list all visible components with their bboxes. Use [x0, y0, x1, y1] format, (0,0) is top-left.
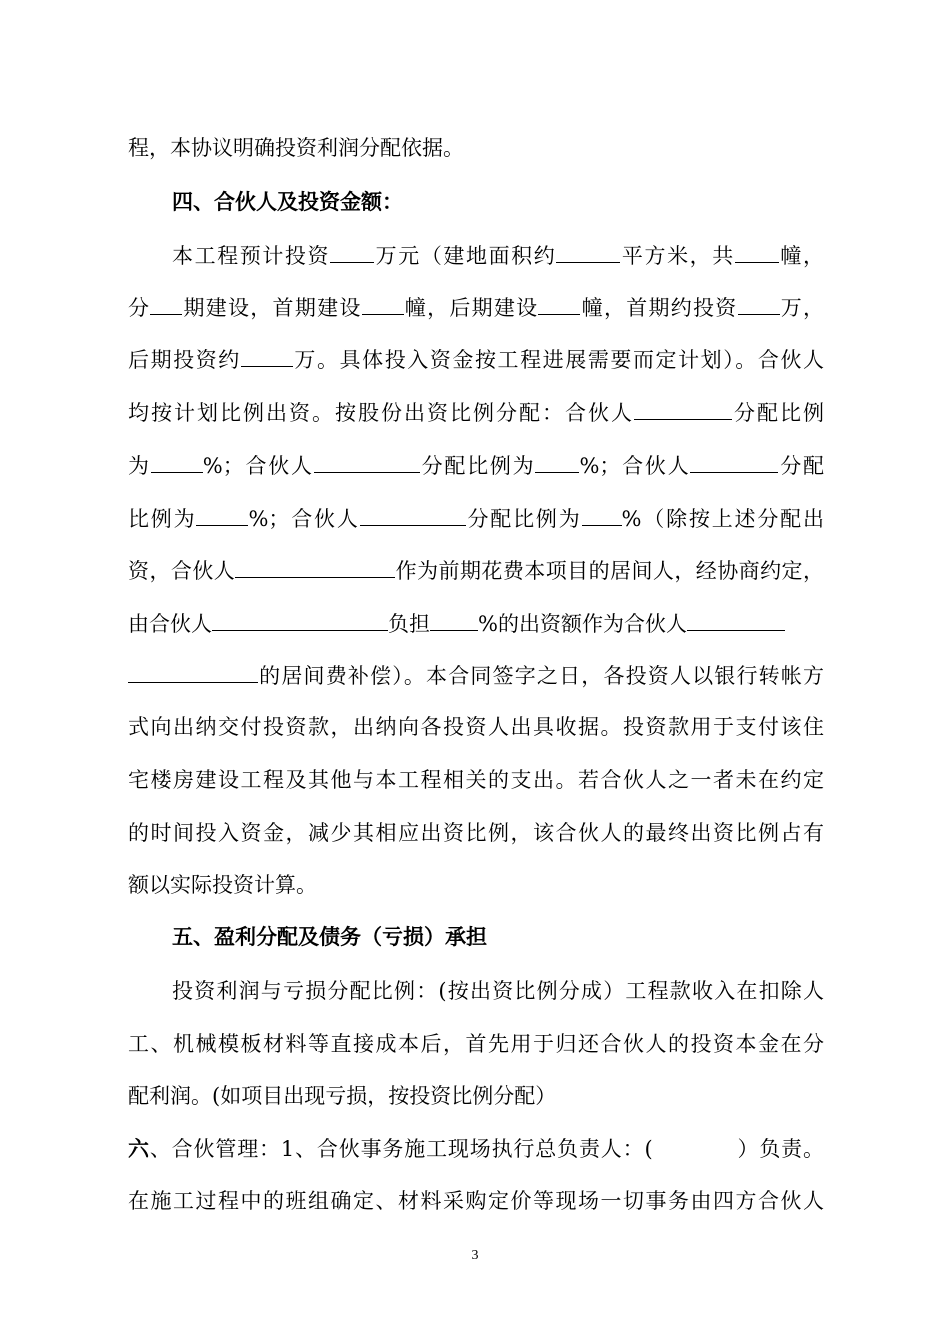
- text-run: 分配比例: [732, 401, 824, 425]
- text-run: 作为前期花费本项目的居间人，经协商约定，: [395, 559, 825, 583]
- section-heading-4: 四、合伙人及投资金额：: [172, 189, 403, 214]
- blank-field: [128, 660, 258, 683]
- paragraph-line: [128, 397, 824, 427]
- blank-field: [150, 292, 182, 315]
- paragraph-line: 程，本协议明确投资利润分配依据。: [128, 136, 464, 160]
- text-run: ）负责。: [736, 1137, 825, 1161]
- blank-field: [738, 292, 780, 315]
- text-run: 比例为: [128, 507, 197, 531]
- text-run: 分配比例为: [465, 507, 582, 531]
- text-run: 期建设，首期建设: [182, 296, 362, 320]
- paragraph-line: 额以实际投资计算。: [128, 873, 317, 897]
- paragraph-line: [172, 240, 824, 270]
- paragraph-line: [128, 292, 824, 322]
- text-run: 万，: [779, 296, 825, 320]
- paragraph-line: 的时间投入资金，减少其相应出资比例，该合伙人的最终出资比例占有: [128, 821, 824, 845]
- blank-field: [314, 450, 420, 473]
- blank-field: [212, 608, 388, 631]
- text-run: %（除按上述分配出: [621, 507, 824, 531]
- blank-field: [634, 397, 732, 420]
- blank-field: [556, 240, 620, 263]
- text-run: %的出资额作为合伙人: [478, 612, 687, 636]
- text-run: 分配比例为: [419, 454, 536, 478]
- text-run: 幢，后期建设: [403, 296, 539, 320]
- blank-field: [241, 344, 293, 367]
- blank-field: [687, 608, 785, 631]
- blank-field: [360, 503, 466, 526]
- text-run: 分配: [778, 454, 825, 478]
- blank-field: [362, 292, 404, 315]
- paragraph-line: [128, 555, 824, 585]
- paragraph-line: [128, 608, 824, 638]
- text-run: 本工程预计投资: [172, 244, 331, 268]
- text-run: 为: [128, 454, 151, 478]
- paragraph-line: 配利润。(如项目出现亏损，按投资比例分配）: [128, 1084, 557, 1108]
- text-run: 负担: [388, 612, 430, 636]
- paragraph-line: [128, 503, 824, 533]
- text-run: 万。具体投入资金按工程进展需要而定计划）。合伙人: [292, 348, 825, 372]
- text-run: %；合伙人: [202, 454, 314, 478]
- paragraph-line: 宅楼房建设工程及其他与本工程相关的支出。若合伙人之一者未在约定: [128, 768, 824, 792]
- text-run: 幢，首期约投资: [580, 296, 738, 320]
- paragraph-line: 在施工过程中的班组确定、材料采购定价等现场一切事务由四方合伙人: [128, 1189, 824, 1213]
- blank-field: [196, 503, 248, 526]
- paragraph-line: 工、机械模板材料等直接成本后，首先用于归还合伙人的投资本金在分: [128, 1032, 824, 1056]
- paragraph-line: 式向出纳交付投资款，出纳向各投资人出具收据。投资款用于支付该住: [128, 715, 824, 739]
- text-run: 后期投资约: [128, 348, 241, 372]
- text-run: 的居间费补偿）。本合同签字之日，各投资人以银行转帐方: [258, 664, 824, 688]
- paragraph-line: [128, 450, 824, 480]
- text-run: 幢，: [778, 244, 825, 268]
- paragraph-line: 投资利润与亏损分配比例：(按出资比例分成）工程款收入在扣除人: [172, 979, 824, 1003]
- blank-field: [430, 608, 478, 631]
- text-run: 由合伙人: [128, 612, 212, 636]
- blank-field: [582, 503, 622, 526]
- text-run: 均按计划比例出资。按股份出资比例分配：合伙人: [128, 401, 634, 425]
- text-run: 资，合伙人: [128, 559, 236, 583]
- page-number: 3: [471, 1248, 479, 1263]
- text-run: 、合伙管理：1、合伙事务施工现场执行总负责人：(: [149, 1137, 653, 1161]
- paragraph-line: [128, 344, 824, 374]
- blank-field: [538, 292, 580, 315]
- blank-field: [151, 450, 203, 473]
- blank-field: [735, 240, 779, 263]
- text-run: %；合伙人: [579, 454, 691, 478]
- section-heading-5: 五、盈利分配及债务（亏损）承担: [172, 924, 487, 949]
- paragraph-line: [128, 1134, 824, 1164]
- blank-field: [535, 450, 579, 473]
- blank-field: [235, 555, 395, 578]
- text-run: 分: [128, 296, 151, 320]
- blank-field: [690, 450, 778, 473]
- text-run: 万元（建地面积约: [374, 244, 557, 268]
- text-run: %；合伙人: [248, 507, 360, 531]
- blank-field: [330, 240, 374, 263]
- paragraph-line: [128, 660, 824, 690]
- section-number-6: 六: [128, 1136, 150, 1161]
- text-run: 平方米，共: [620, 244, 735, 268]
